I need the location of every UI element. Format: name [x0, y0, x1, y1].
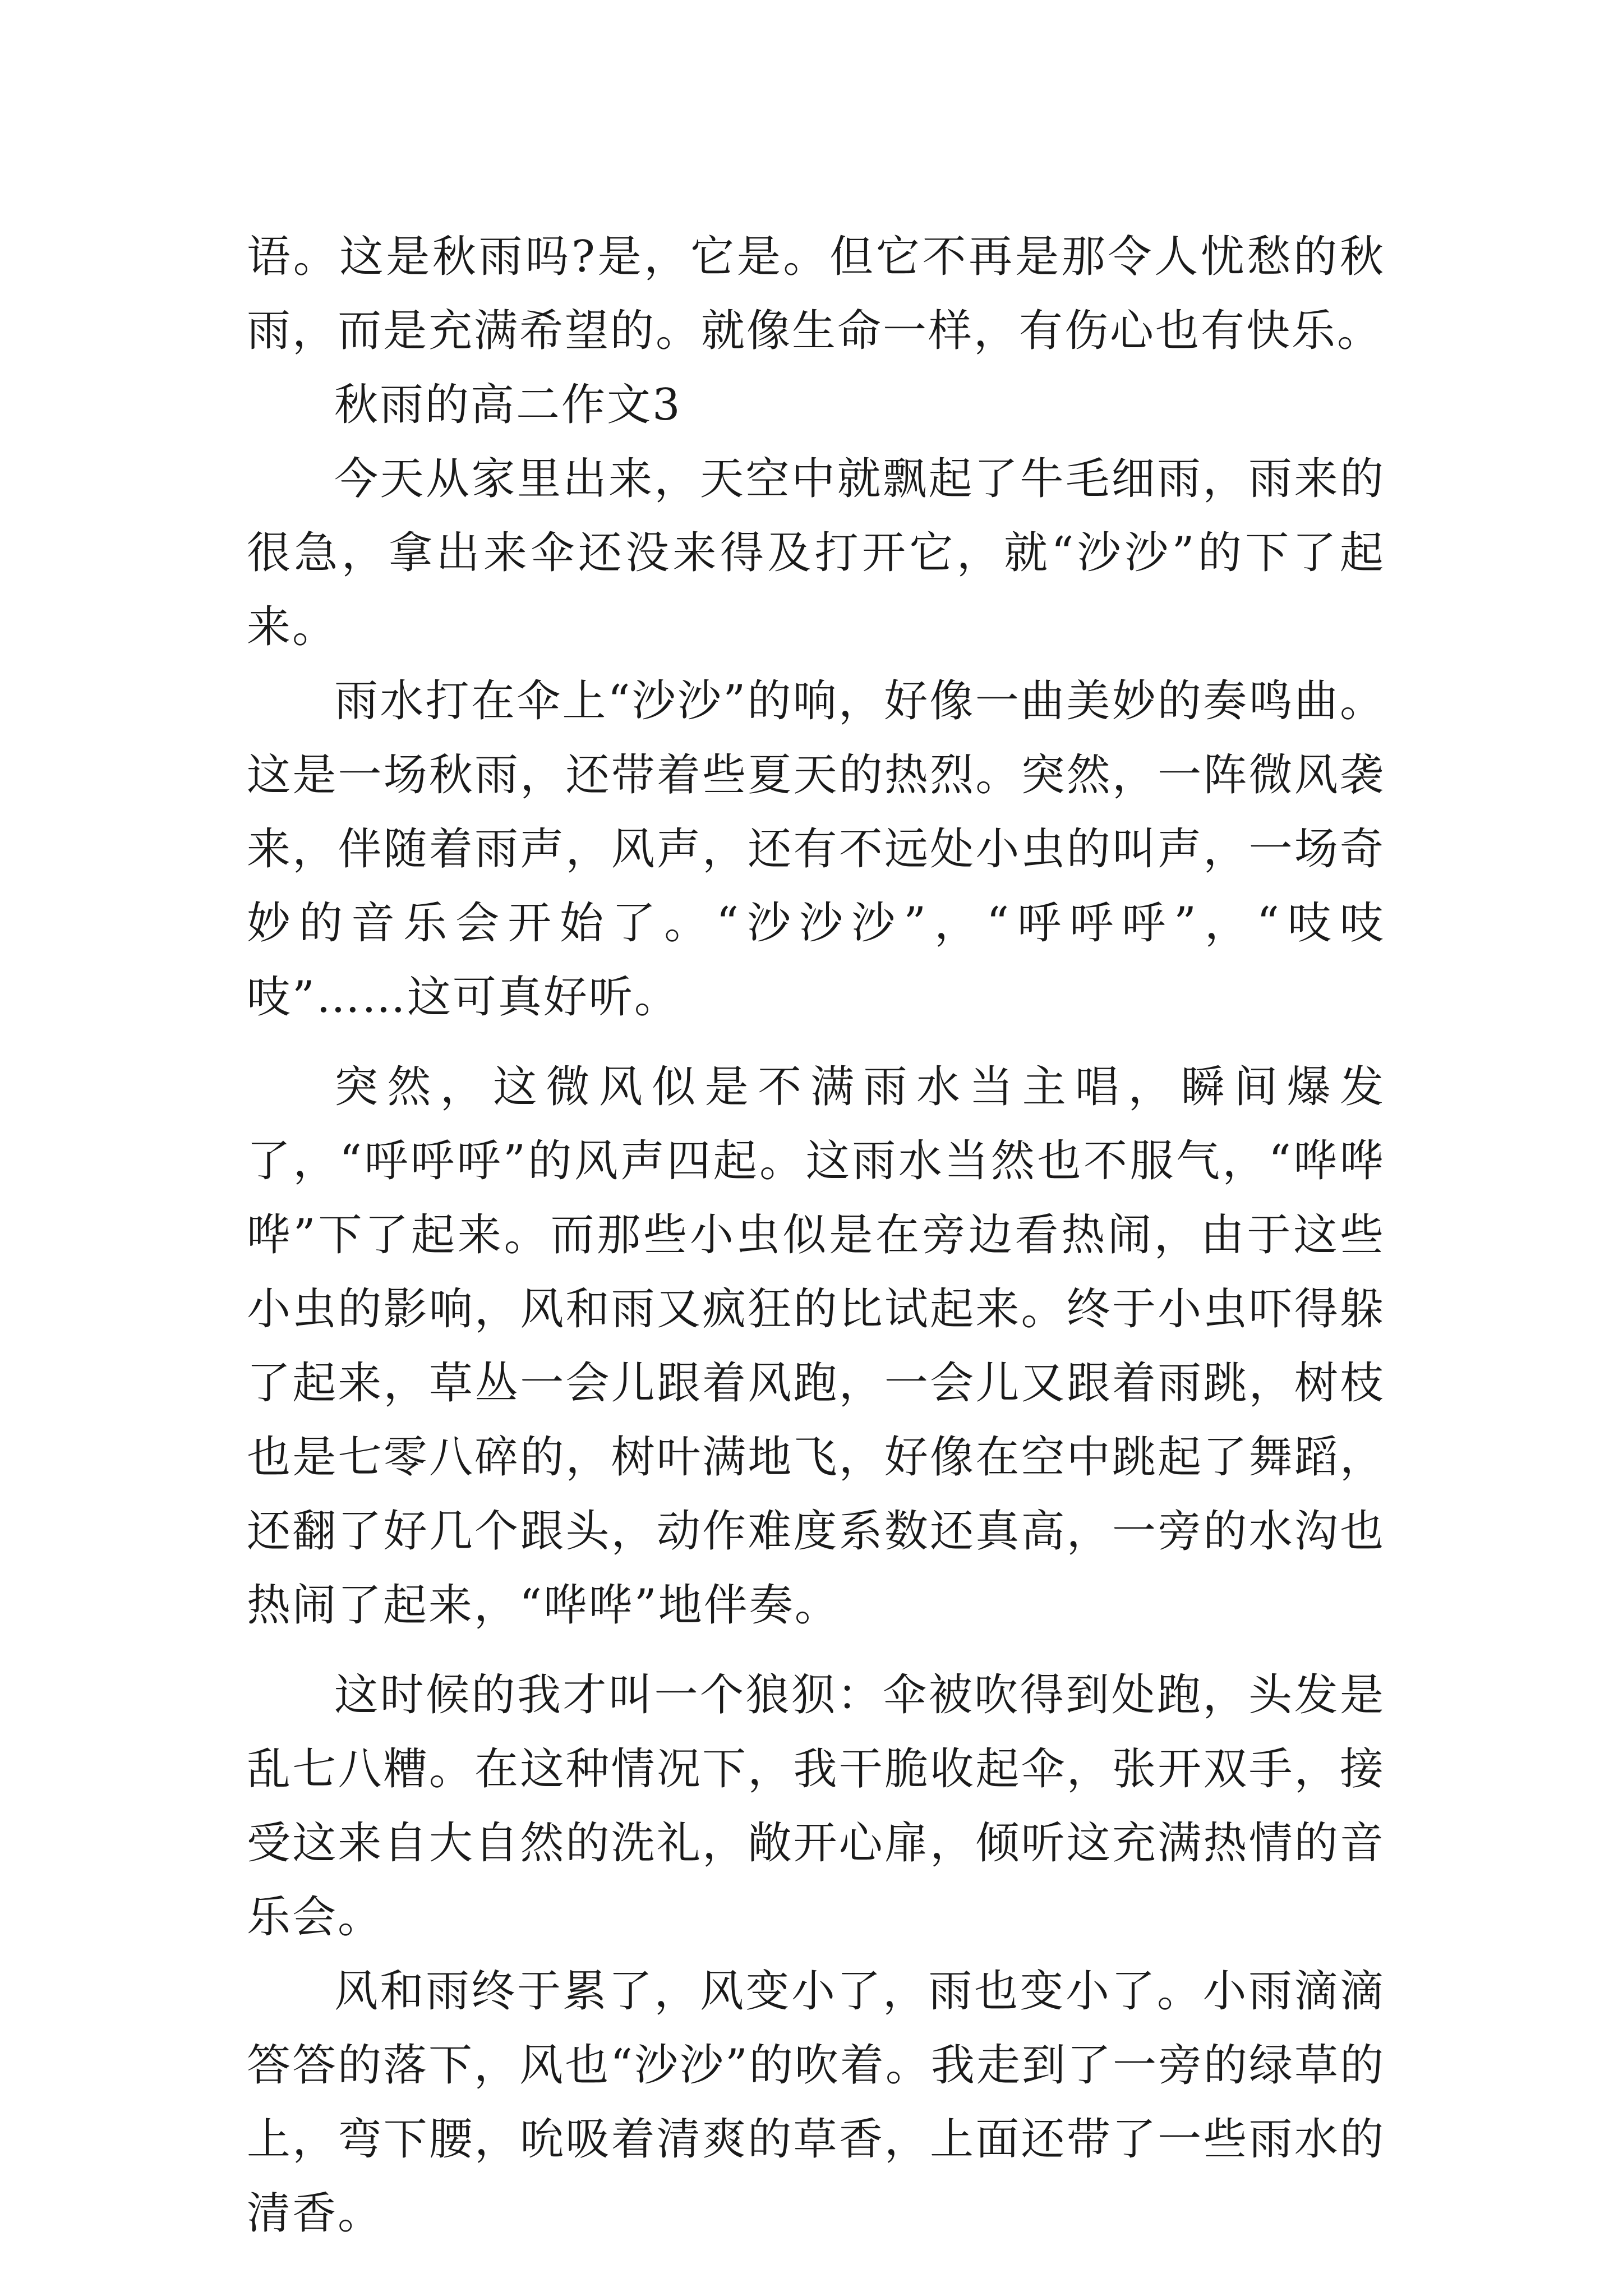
paragraph: 突然，这微风似是不满雨水当主唱，瞬间爆发了，“呼呼呼”的风声四起。这雨水当然也不服气，“哗哗哗”下了起来。而那些小虫似是在旁边看热闹，由于这些小虫的影响，风和雨又疯狂的比试起来。终于小虫吓得躲了起来，草丛一会儿跟着风跑，一会儿又跟着雨跳，树枝也是七零八碎的，树叶满地飞，好像在空中跳起了舞蹈，还翻了好几个跟头，动作难度系数还真高，一旁的水沟也热闹了起来，“哗哗”地伴奏。 [247, 1062, 1385, 1631]
document-body [247, 220, 1385, 2251]
paragraph: 风和雨终于累了，风变小了，雨也变小了。小雨滴滴答答的落下，风也“沙沙”的吹着。我走到了一旁的绿草的上，弯下腰，吮吸着清爽的草香，上面还带了一些雨水的清香。 [247, 1966, 1385, 2239]
paragraph: 雨水打在伞上“沙沙”的响，好像一曲美妙的奏鸣曲。这是一场秋雨，还带着些夏天的热烈。突然，一阵微风袭来，伴随着雨声，风声，还有不远处小虫的叫声，一场奇妙的音乐会开始了。“沙沙沙”，“呼呼呼”，“吱吱吱”……这可真好听。 [247, 676, 1385, 1023]
paragraph: 这时候的我才叫一个狼狈：伞被吹得到处跑，头发是乱七八糟。在这种情况下，我干脆收起伞，张开双手，接受这来自大自然的洗礼，敞开心扉，倾听这充满热情的音乐会。 [247, 1670, 1385, 1943]
essay-heading: 秋雨的高二作文3 [334, 380, 682, 430]
paragraph-continuation: 语。这是秋雨吗?是，它是。但它不再是那令人忧愁的秋雨，而是充满希望的。就像生命一样，有伤心也有快乐。 [247, 232, 1385, 356]
paragraph: 今天从家里出来，天空中就飘起了牛毛细雨，雨来的很急，拿出来伞还没来得及打开它，就“沙沙”的下了起来。 [247, 454, 1385, 652]
